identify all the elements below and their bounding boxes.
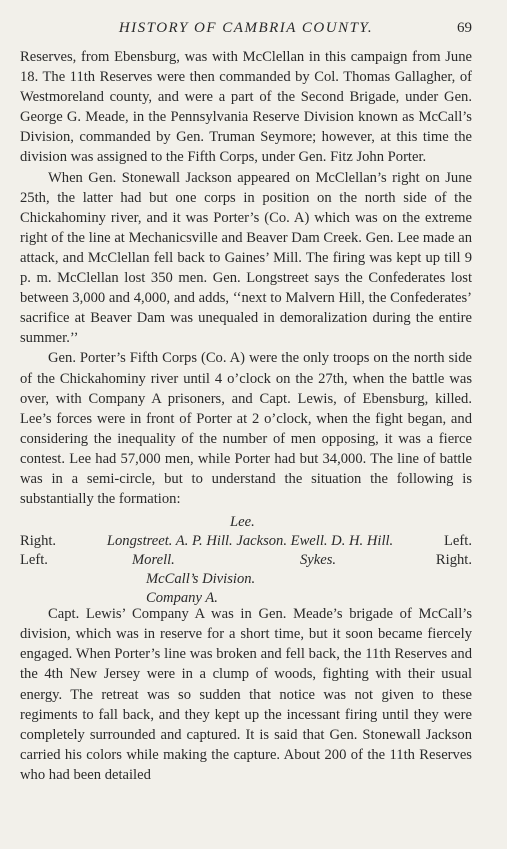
formation-division: McCall’s Division.: [146, 571, 256, 588]
union-left-label: Left.: [20, 552, 48, 569]
formation-lee: Lee.: [230, 514, 255, 531]
confederate-commanders: Longstreet. A. P. Hill. Jackson. Ewell. D. H. Hill.: [106, 533, 394, 550]
body-text: [20, 47, 472, 785]
paragraph-3: Gen. Porter’s Fifth Corps (Co. A) were the only troops on the north side of the Chickahominy river until 4 o’clock on the 27th, when the battle was over, with Company A prisoners, and Capt. Lewis, of Ebensburg, killed. Lee’s forces were in front of Porter at 2 o’clock, when the fight began, and considering the inequality of the number of men opposing, it was a fierce contest. Lee had 57,000 men, while Porter had but 34,000. The line of battle was in a semi-circle, but to understand the situation the following is substantially the formation:: [20, 350, 472, 508]
formation-confederate-line: [20, 532, 472, 551]
paragraph-2: When Gen. Stonewall Jackson appeared on McClellan’s right on June 25th, the latter had but one corps in position on the north side of the Chickahominy river, and it was Porter’s (Co. A) which was on the extreme right of the line at Mechanicsville and Beaver Dam Creek. Gen. Lee made an attack, and McClellan fell back to Gaines’ Mill. The firing was kept up till 9 p. m. McClellan lost 350 men. Gen. Longstreet says the Confederates lost between 3,000 and 4,000, and adds, ‘‘next to Malvern Hill, the Confederates’ sacrifice at Beaver Dam was unequaled in demoralization during the entire summer.’’: [20, 169, 472, 347]
union-sykes: Sykes.: [300, 552, 337, 569]
running-title: HISTORY OF CAMBRIA COUNTY.: [118, 20, 374, 36]
battle-formation: [20, 513, 472, 607]
paragraph-1: Reserves, from Ebensburg, was with McClellan in this campaign from June 18. The 11th Reserves were then commanded by Col. Thomas Gallagher, of Westmoreland county, and were a part of the Second Brigade, under Gen. George G. Meade, in the Pennsylvania Reserve Division known as McCall’s Division, commanded by Gen. Truman Seymore; however, at this time the division was assigned to the Fifth Corps, under Gen. Fitz John Porter.: [20, 49, 472, 166]
confederate-right-label: Right.: [20, 533, 57, 550]
confederate-left-label: Left.: [444, 533, 472, 550]
formation-company: Company A.: [146, 590, 218, 607]
page-number: 69: [457, 20, 472, 36]
page-header: [20, 20, 472, 42]
union-morell: Morell.: [132, 552, 175, 569]
paragraph-4: Capt. Lewis’ Company A was in Gen. Meade’s brigade of McCall’s division, which was in reserve for a short time, but it soon became fiercely engaged. When Porter’s line was broken and fell back, the 11th Reserves and the 4th New Jersey were in a clump of woods, fighting with their usual energy. The retreat was so sudden that notice was not given to these regiments to fall back, and they kept up the incessant firing until they were completely surrounded and captured. It is said that Gen. Stonewall Jackson carried his colors while making the capture. About 200 of the 11th Reserves who had been detailed: [20, 606, 472, 783]
union-right-label: Right.: [435, 552, 472, 569]
